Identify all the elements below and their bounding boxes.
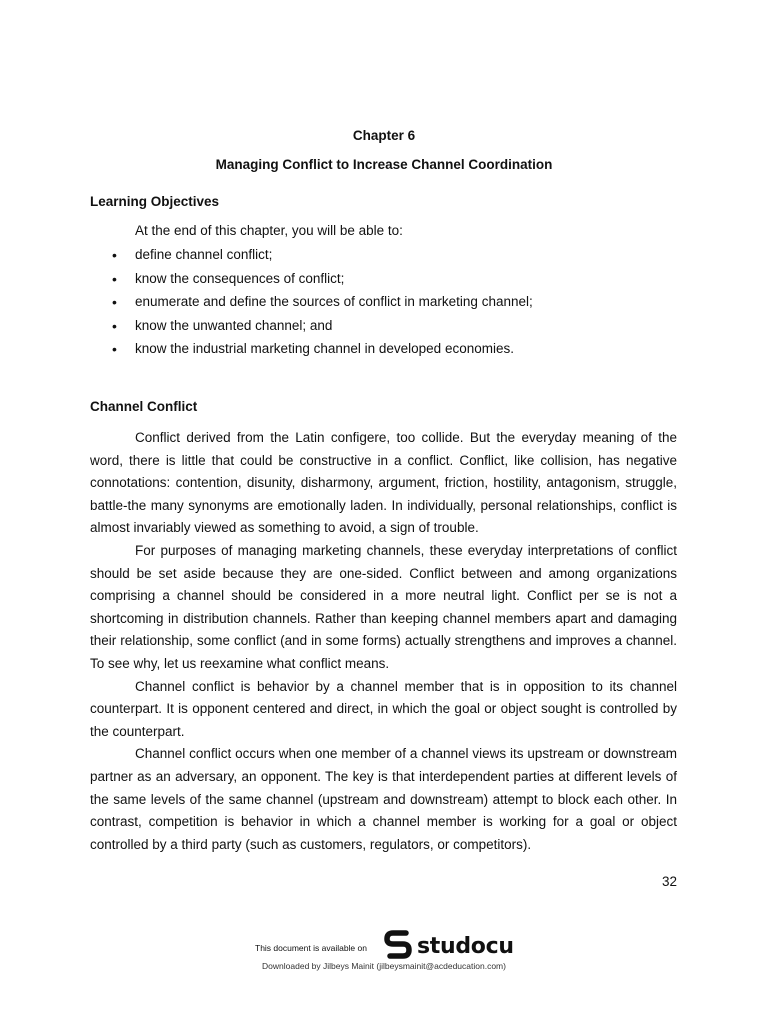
learning-objectives-intro: At the end of this chapter, you will be able to:	[135, 223, 403, 238]
footer-availability	[255, 930, 514, 962]
page-number: 32	[661, 874, 677, 889]
learning-objectives-list	[90, 246, 533, 364]
body-paragraph: Channel conflict is behavior by a channel member that is in opposition to its channel counterpart. It is opponent centered and direct, in which the goal or object sought is controlled by the counterpart.	[90, 678, 677, 739]
objective-text: know the industrial marketing channel in developed economies.	[135, 341, 514, 356]
studocu-logo-icon	[383, 929, 413, 964]
body-paragraph: Channel conflict occurs when one member of a channel views its upstream or downstream partner as an adversary, an opponent. The key is that interdependent parties at different levels of the same levels of the same channel (upstream and downstream) attempt to block each other. In contrast, competition is behavior in which a channel member is working for a goal or object controlled by a third party (such as customers, regulators, or competitors).	[90, 746, 677, 852]
bullet-icon: •	[112, 341, 117, 357]
list-item	[90, 317, 533, 341]
bullet-icon: •	[112, 294, 117, 310]
channel-conflict-heading: Channel Conflict	[90, 399, 198, 414]
channel-conflict-body	[90, 427, 677, 856]
objective-text: define channel conflict;	[135, 247, 273, 262]
studocu-link[interactable]	[383, 929, 514, 964]
list-item	[90, 270, 533, 294]
objective-text: enumerate and define the sources of conflict in marketing channel;	[135, 294, 533, 309]
bullet-icon: •	[112, 270, 117, 287]
footer-available-text: This document is available on	[255, 943, 367, 953]
list-item	[90, 340, 533, 364]
body-paragraph: Conflict derived from the Latin configere, too collide. But the everyday meaning of the word, there is little that could be constructive in a conflict. Conflict, like collision, has negative connotations: contention, disunity, disharmony, argument, friction, hostility, antagonism, struggle, battle-the many synonyms are emotionally laden. In individually, personal relationships, conflict is almost invariably viewed as something to avoid, a sign of trouble.	[90, 430, 677, 536]
learning-objectives-heading: Learning Objectives	[90, 194, 220, 209]
bullet-icon: •	[112, 317, 117, 334]
bullet-icon: •	[112, 247, 117, 263]
studocu-brand-text: studocu	[416, 933, 514, 959]
list-item	[90, 293, 533, 317]
footer-download-text: Downloaded by Jilbeys Mainit (jilbeysmainit@acdeducation.com)	[262, 961, 506, 971]
objective-text: know the consequences of conflict;	[135, 270, 345, 286]
list-item	[90, 246, 533, 270]
page-title: Managing Conflict to Increase Channel Coordination	[215, 157, 553, 172]
chapter-label: Chapter 6	[352, 128, 416, 143]
body-paragraph: For purposes of managing marketing channels, these everyday interpretations of conflict should be set aside because they are one-sided. Conflict between and among organizations comprising a channel should be considered in a more neutral light. Conflict per se is not a shortcoming in distribution channels. Rather than keeping channel members apart and damaging their relationship, some conflict (and in some forms) actually strengthens and improves a channel. To see why, let us reexamine what conflict means.	[90, 542, 677, 671]
objective-text: know the unwanted channel; and	[135, 317, 333, 333]
